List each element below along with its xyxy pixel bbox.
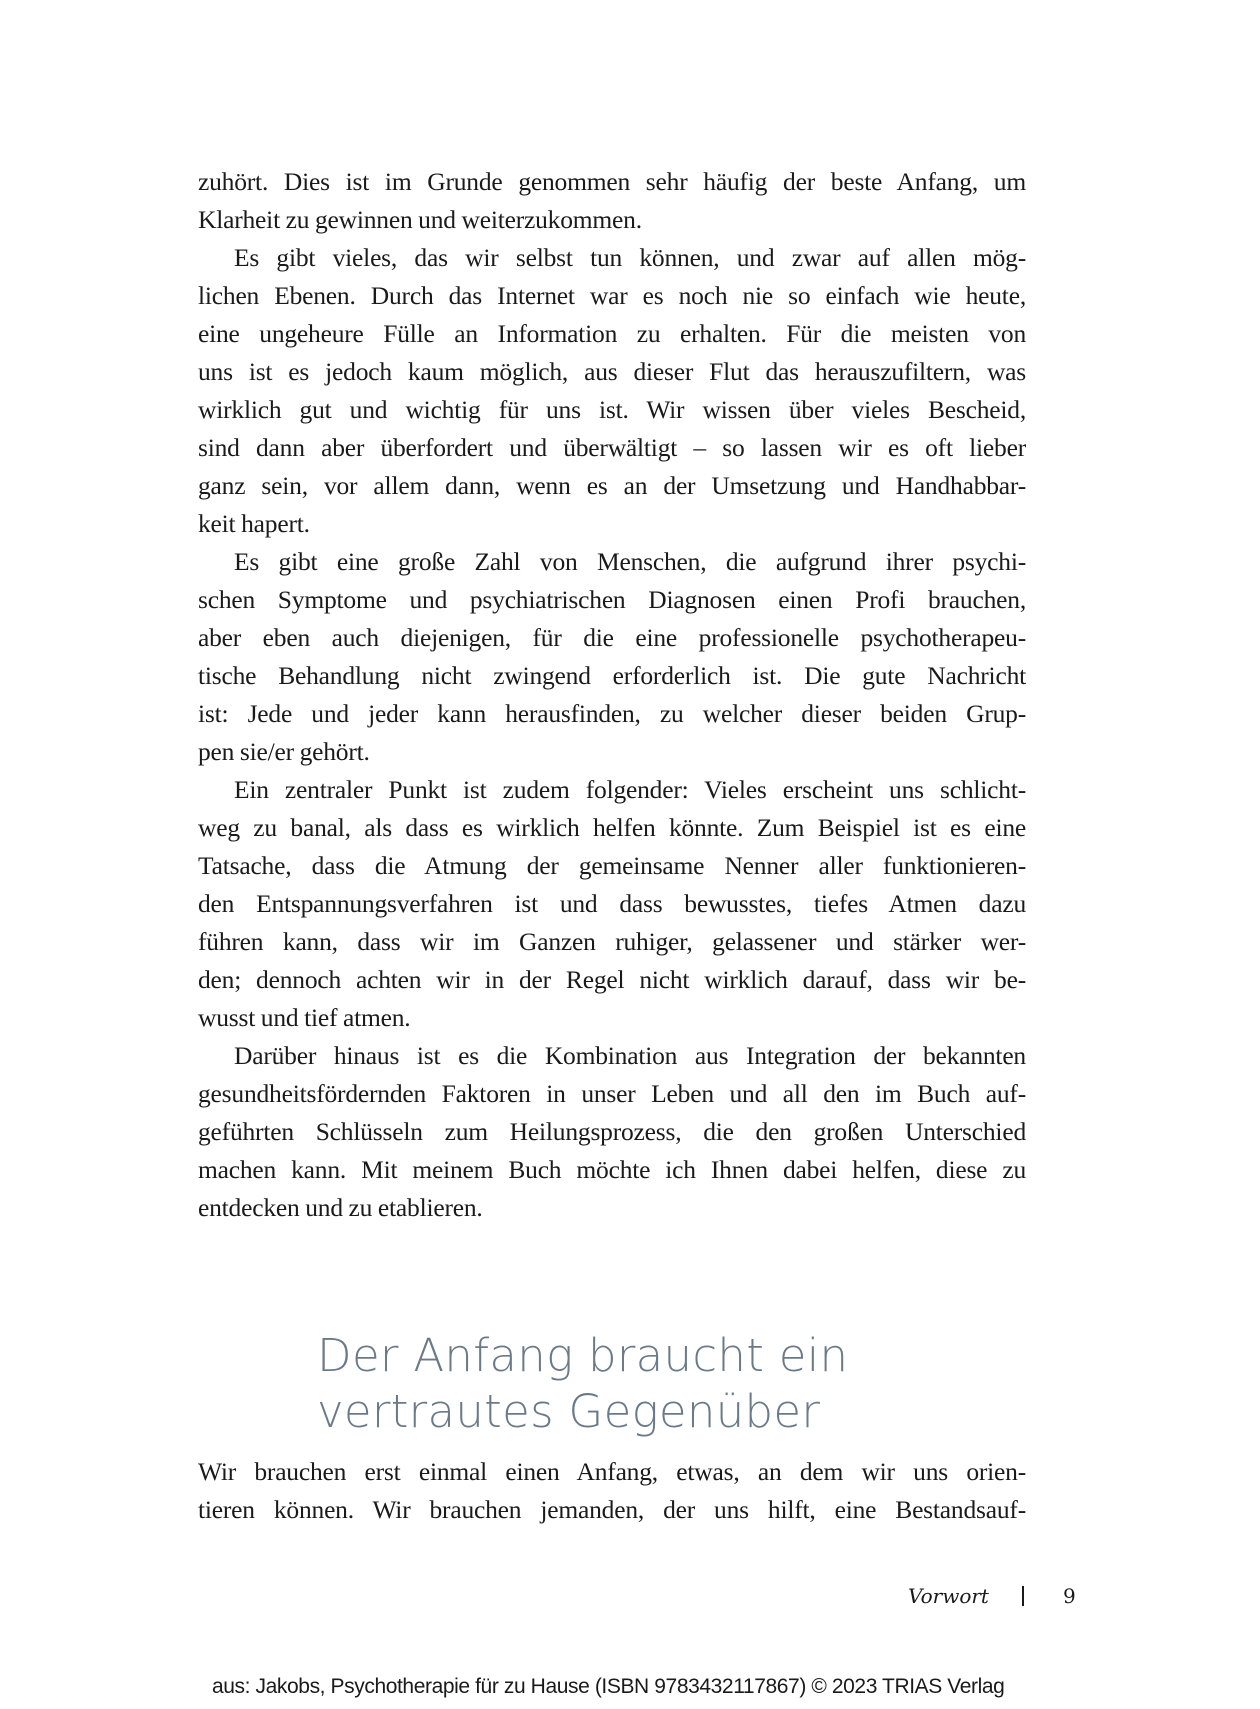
- running-footer: [880, 1578, 1080, 1614]
- text-line: aber eben auch diejenigen, für die eine professionelle psychotherapeu-: [198, 623, 1026, 652]
- text-line: eine ungeheure Fülle an Information zu erhalten. Für die meisten von: [198, 319, 1026, 348]
- text-line: entdecken und zu etablieren.: [198, 1193, 483, 1222]
- text-line: pen sie/er gehört.: [198, 737, 370, 766]
- text-line: Es gibt vieles, das wir selbst tun können, und zwar auf allen mög-: [234, 243, 1026, 272]
- text-line: keit hapert.: [198, 509, 310, 538]
- text-line: tische Behandlung nicht zwingend erforderlich ist. Die gute Nachricht: [198, 661, 1026, 690]
- text-line: weg zu banal, als dass es wirklich helfen könnte. Zum Beispiel ist es eine: [198, 813, 1026, 842]
- footer-section-title: Vorwort: [908, 1584, 989, 1608]
- text-line: sind dann aber überfordert und überwältigt – so lassen wir es oft lieber: [198, 433, 1026, 462]
- paragraph: [198, 1037, 1026, 1227]
- text-line: uns ist es jedoch kaum möglich, aus dieser Flut das herauszufiltern, was: [198, 357, 1026, 386]
- paragraph: [198, 771, 1026, 1037]
- text-line: gesundheitsfördernden Faktoren in unser Leben und all den im Buch auf-: [198, 1079, 1026, 1108]
- text-line: geführten Schlüsseln zum Heilungsprozess, die den großen Unterschied: [198, 1117, 1026, 1146]
- text-line: wusst und tief atmen.: [198, 1003, 411, 1032]
- text-line: machen kann. Mit meinem Buch möchte ich Ihnen dabei helfen, diese zu: [198, 1155, 1026, 1184]
- text-line: zuhört. Dies ist im Grunde genommen sehr häufig der beste Anfang, um: [198, 167, 1026, 196]
- text-line: schen Symptome und psychiatrischen Diagnosen einen Profi brauchen,: [198, 585, 1026, 614]
- text-line: Es gibt eine große Zahl von Menschen, die aufgrund ihrer psychi-: [234, 547, 1026, 576]
- heading-line: Der Anfang braucht ein: [317, 1329, 849, 1382]
- section-heading: [317, 1328, 1077, 1440]
- heading-line: vertrautes Gegenüber: [317, 1385, 821, 1438]
- text-line: den; dennoch achten wir in der Regel nicht wirklich darauf, dass wir be-: [198, 965, 1026, 994]
- paragraph: [198, 239, 1026, 543]
- paragraph: [198, 163, 1026, 239]
- text-line: den Entspannungsverfahren ist und dass bewusstes, tiefes Atmen dazu: [198, 889, 1026, 918]
- text-line: ist: Jede und jeder kann herausfinden, zu welcher dieser beiden Grup-: [198, 699, 1026, 728]
- footer-separator: [1022, 1586, 1024, 1606]
- text-line: Klarheit zu gewinnen und weiterzukommen.: [198, 205, 642, 234]
- text-line: lichen Ebenen. Durch das Internet war es noch nie so einfach wie heute,: [198, 281, 1026, 310]
- text-line: wirklich gut und wichtig für uns ist. Wir wissen über vieles Bescheid,: [198, 395, 1026, 424]
- copyright-notice: aus: Jakobs, Psychotherapie für zu Hause (ISBN 9783432117867) © 2023 TRIAS Verlag: [212, 1675, 1005, 1698]
- text-line: führen kann, dass wir im Ganzen ruhiger, gelassener und stärker wer-: [198, 927, 1026, 956]
- text-line: Tatsache, dass die Atmung der gemeinsame Nenner aller funktionieren-: [198, 851, 1026, 880]
- text-line: tieren können. Wir brauchen jemanden, der uns hilft, eine Bestandsauf-: [198, 1495, 1026, 1524]
- text-line: ganz sein, vor allem dann, wenn es an der Umsetzung und Handhabbar-: [198, 471, 1026, 500]
- text-line: Ein zentraler Punkt ist zudem folgender: Vieles erscheint uns schlicht-: [234, 775, 1026, 804]
- text-line: Darüber hinaus ist es die Kombination aus Integration der bekannten: [234, 1041, 1026, 1070]
- body-text-column: [198, 163, 1026, 1227]
- text-line: Wir brauchen erst einmal einen Anfang, etwas, an dem wir uns orien-: [198, 1457, 1026, 1486]
- paragraph: [198, 543, 1026, 771]
- section-body-text: [198, 1453, 1026, 1529]
- page-number: 9: [1063, 1584, 1076, 1608]
